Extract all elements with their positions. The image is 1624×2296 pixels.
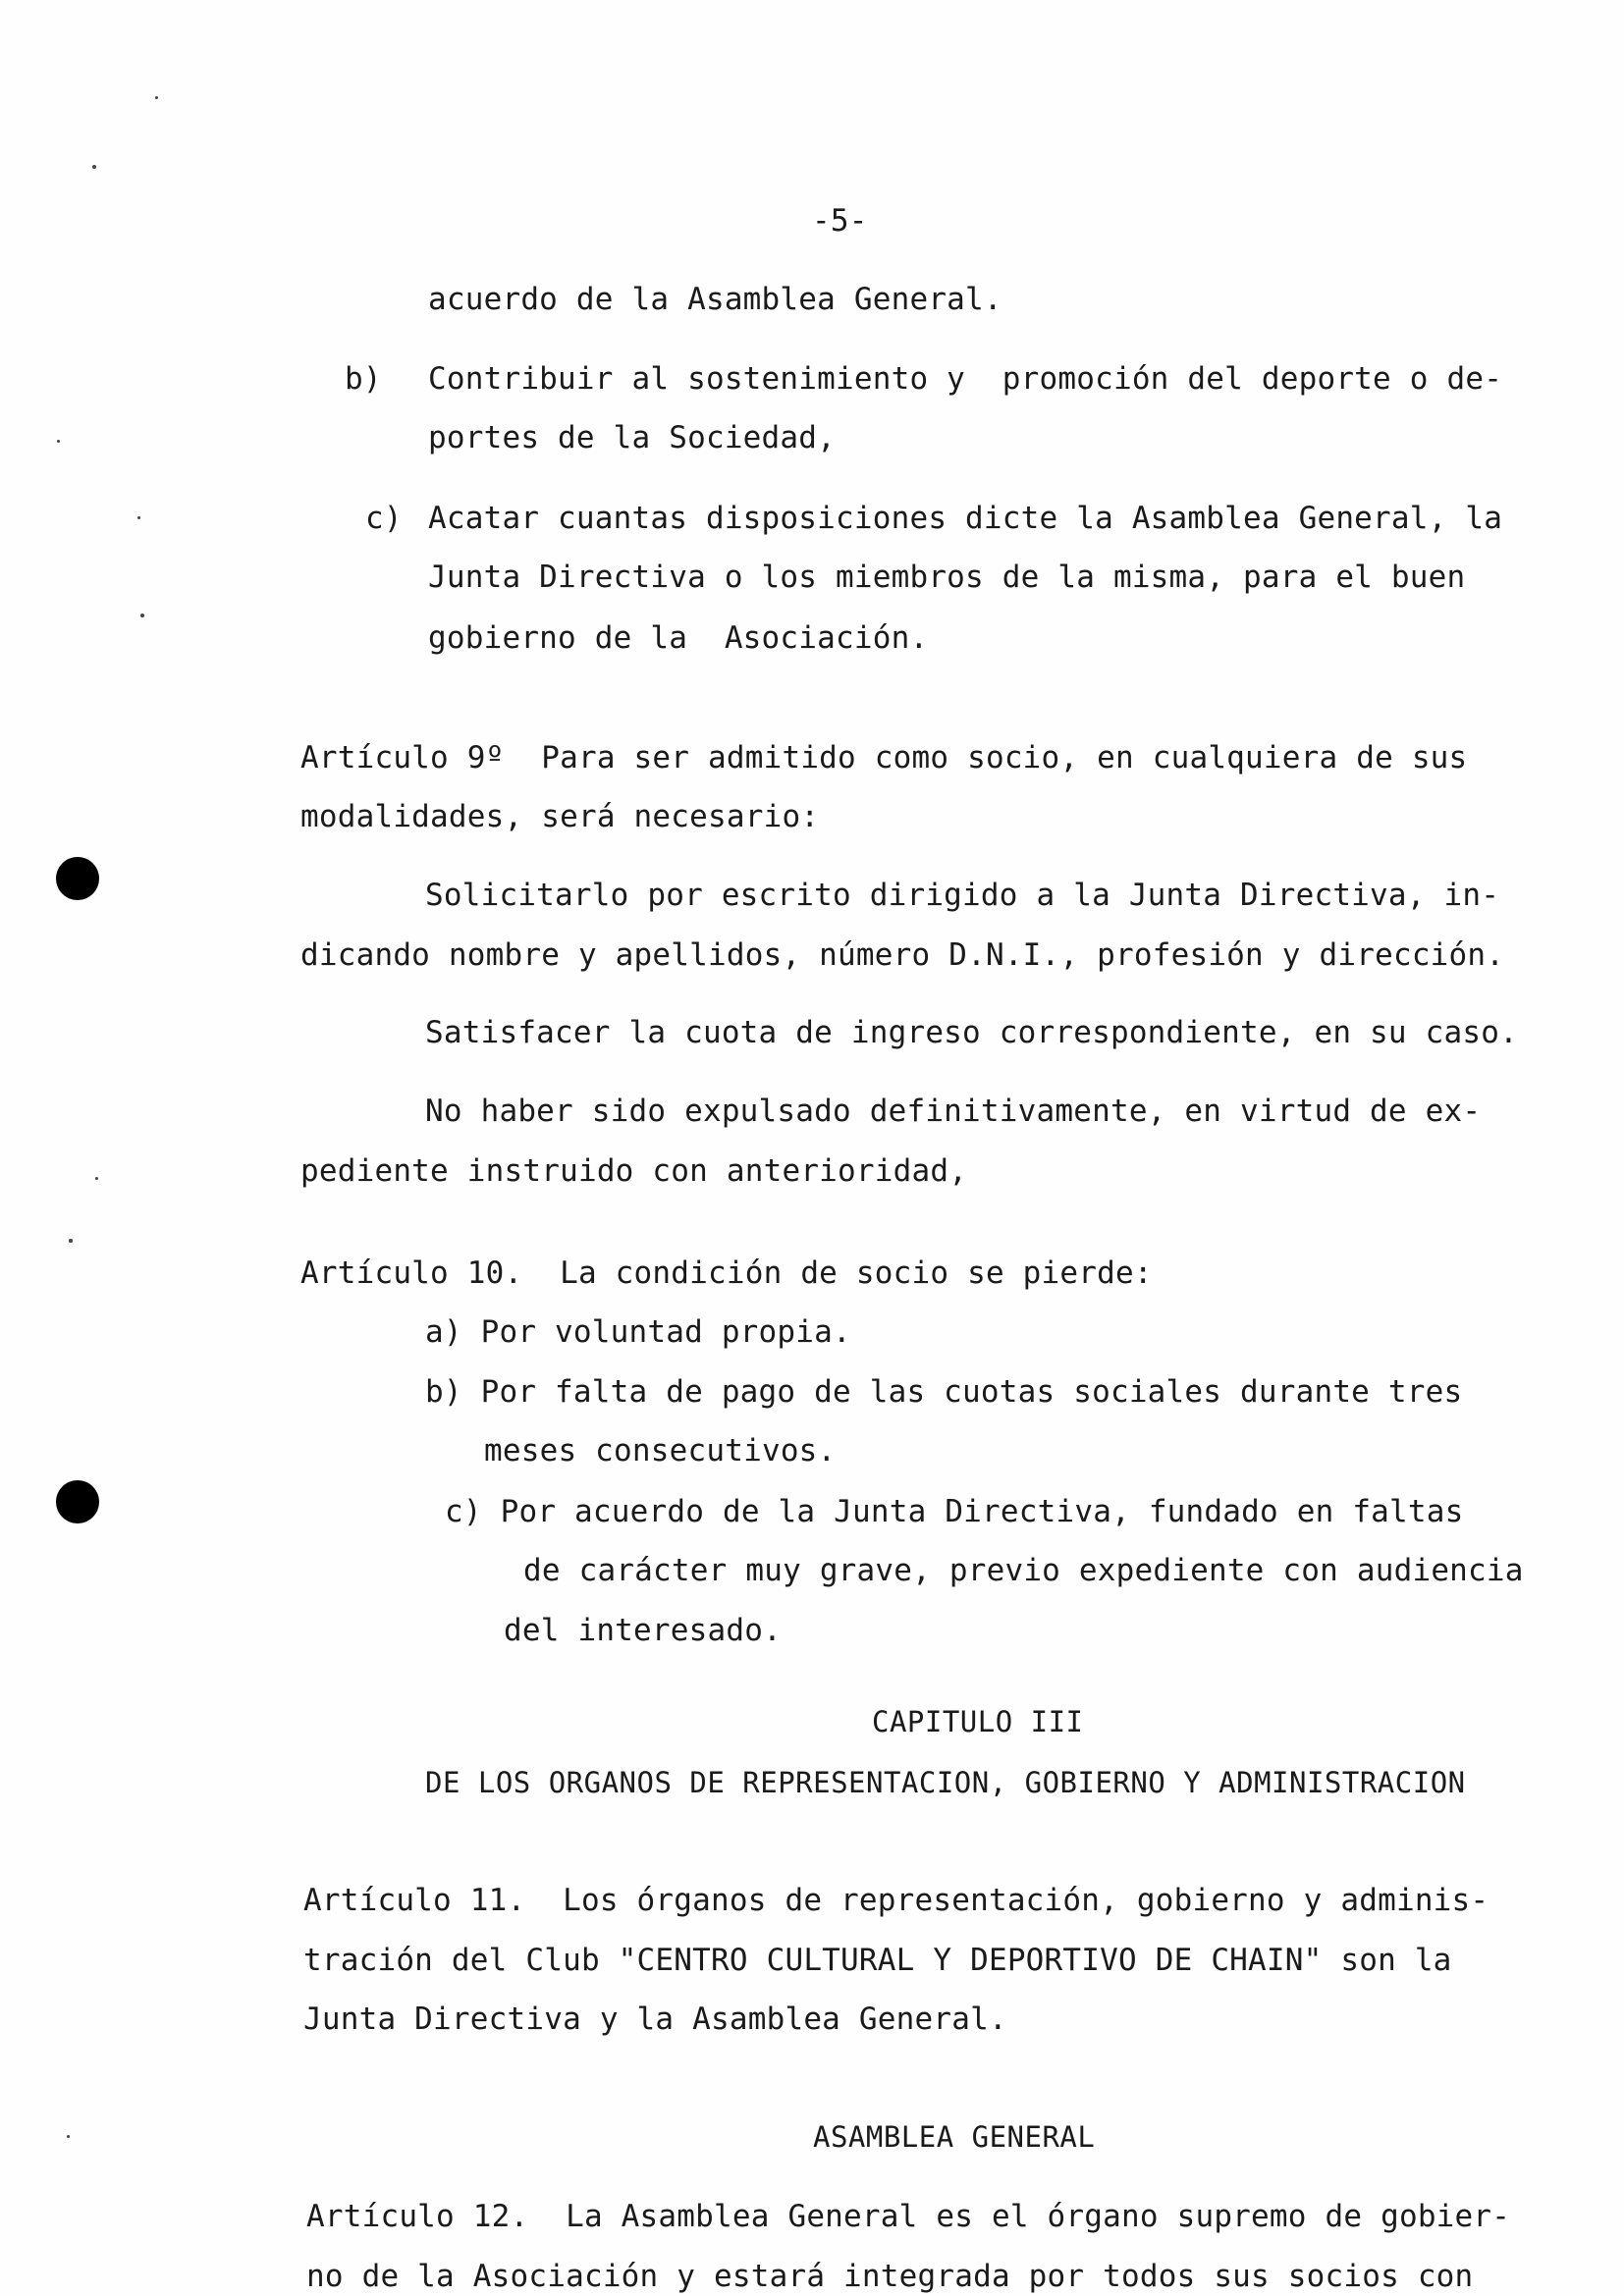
text-line: Satisfacer la cuota de ingreso correspondiente, en su caso. [425, 1015, 1518, 1050]
scan-speck [92, 165, 96, 169]
article-10-heading: Artículo 10. La condición de socio se pierde: [300, 1255, 1153, 1291]
text-line: tración del Club "CENTRO CULTURAL Y DEPORTIVO DE CHAIN" son la [303, 1943, 1452, 1978]
punch-hole-bottom [56, 1480, 99, 1523]
text-line: Acatar cuantas disposiciones dicte la Asamblea General, la [428, 501, 1503, 536]
text-line: no de la Asociación y estará integrada por todos sus socios con [306, 2259, 1474, 2294]
page-number: -5- [812, 203, 868, 239]
text-line: Solicitarlo por escrito dirigido a la Junta Directiva, in- [425, 878, 1500, 913]
text-line: dicando nombre y apellidos, número D.N.I., profesión y dirección. [300, 937, 1505, 973]
text-line: No haber sido expulsado definitivamente, en virtud de ex- [425, 1094, 1482, 1129]
scan-speck [67, 2135, 70, 2138]
section-title: ASAMBLEA GENERAL [813, 2120, 1096, 2154]
text-line: c) Por acuerdo de la Junta Directiva, fundado en faltas [445, 1494, 1464, 1529]
text-line: pediente instruido con anterioridad, [300, 1153, 968, 1189]
scan-speck [69, 1239, 73, 1243]
text-line: Contribuir al sostenimiento y promoción del deporte o de- [428, 361, 1503, 397]
text-line: del interesado. [504, 1613, 782, 1648]
scan-speck [140, 614, 144, 617]
text-line: acuerdo de la Asamblea General. [428, 282, 1002, 317]
chapter-title: CAPITULO III [872, 1705, 1084, 1738]
list-label-c: c) [365, 501, 403, 536]
scan-speck [57, 440, 60, 443]
list-label-b: b) [345, 361, 382, 397]
text-line: gobierno de la Asociación. [428, 620, 929, 656]
chapter-subtitle: DE LOS ORGANOS DE REPRESENTACION, GOBIERNO Y ADMINISTRACION [425, 1766, 1466, 1799]
article-9-heading: Artículo 9º Para ser admitido como socio, en cualquiera de sus [300, 740, 1468, 775]
article-11-heading: Artículo 11. Los órganos de representación, gobierno y adminis- [303, 1883, 1489, 1918]
scan-speck [95, 1177, 98, 1180]
text-line: portes de la Sociedad, [428, 420, 836, 455]
text-line: meses consecutivos. [484, 1433, 837, 1468]
text-line: b) Por falta de pago de las cuotas sociales durante tres [425, 1374, 1463, 1410]
text-line: Junta Directiva o los miembros de la misma, para el buen [428, 560, 1466, 595]
text-line: de carácter muy grave, previo expediente con audiencia [523, 1553, 1524, 1588]
text-line: a) Por voluntad propia. [425, 1314, 851, 1350]
text-line: Junta Directiva y la Asamblea General. [303, 2002, 1007, 2037]
text-line: modalidades, será necesario: [300, 799, 820, 834]
article-12-heading: Artículo 12. La Asamblea General es el órgano supremo de gobier- [306, 2199, 1511, 2234]
scan-speck [155, 96, 158, 99]
punch-hole-top [56, 857, 99, 900]
scan-speck [137, 516, 140, 519]
